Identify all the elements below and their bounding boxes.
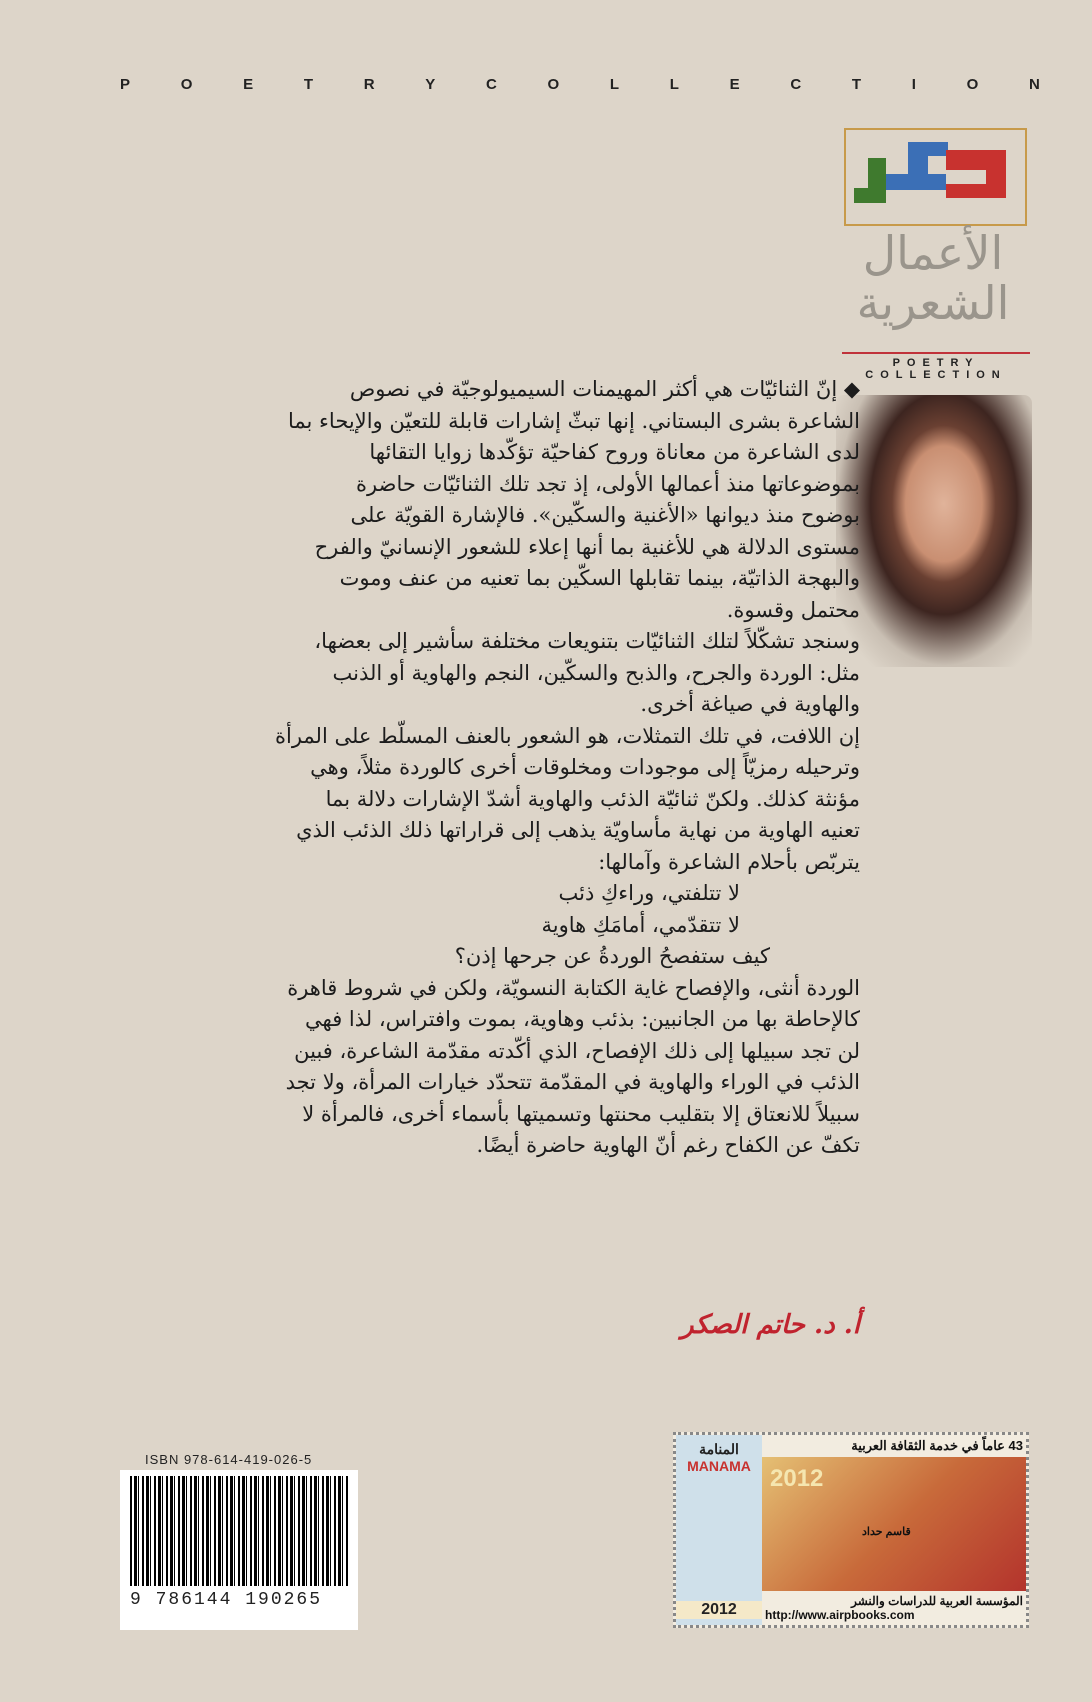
text-line: بوضوح منذ ديوانها «الأغنية والسكّين». فالإشارة القويّة على [350, 503, 860, 527]
publisher-name: المؤسسة العربية للدراسات والنشر [851, 1594, 1023, 1608]
letter: C [790, 76, 802, 93]
text-line: مؤنثة كذلك. ولكنّ ثنائيّة الذئب والهاوية أشدّ الإشارات دلالة بما [325, 786, 860, 811]
blurb-text [110, 374, 860, 1162]
letter: T [851, 76, 862, 93]
text-line: محتمل وقسوة. [726, 597, 860, 622]
text-line: لدى الشاعرة من معاناة وروح كفاحيّة تؤكّدها زوايا التقائها [369, 440, 860, 464]
text-line: تعنيه الهاوية من نهاية مأساويّة يذهب إلى قراراتها ذلك الذئب الذي [296, 818, 860, 842]
stamp-footer [762, 1591, 1026, 1625]
letter: O [966, 76, 979, 93]
letter: I [911, 76, 916, 93]
text-line: إن اللافت، في تلك التمثلات، هو الشعور بالعنف المسلّط على المرأة [274, 723, 860, 748]
publisher-stamp [673, 1432, 1029, 1628]
text-line: سبيلاً للانعتاق إلا بتقليب محنتها وتسميتها بأسماء أخرى، فالمرأة لا [302, 1101, 860, 1126]
stamp-year-large: 2012 [770, 1465, 824, 1492]
stamp-header: 43 عاماً في خدمة الثقافة العربية [762, 1435, 1026, 1457]
title-line: الأعمال [862, 226, 1004, 280]
letter: N [1029, 76, 1040, 93]
stamp-main [762, 1435, 1026, 1625]
letter: Y [425, 76, 436, 93]
poet-photo [836, 395, 1032, 667]
text-line: كيف ستفصحُ الوردةُ عن جرحها إذن؟ [454, 944, 770, 968]
letter: E [243, 76, 254, 93]
text-line: والهاوية في صياغة أخرى. [640, 692, 860, 716]
title-line: الشعرية [856, 276, 1010, 330]
label-line: COLLECTION [865, 369, 1007, 381]
letter: C [485, 76, 497, 93]
letter: R [363, 76, 375, 93]
author-signature: أ. د. حاتم الصكر [681, 1310, 860, 1340]
text-line: ◆ إنّ الثنائيّات هي أكثر المهيمنات السيميولوجيّة في نصوص [349, 377, 860, 401]
text-line: مستوى الدلالة هي للأغنية بما أنها إعلاء للشعور الإنسانيّ والفرح [314, 534, 860, 559]
text-line: كالإحاطة بها من الجانبين: بذئب وهاوية، بموت وافتراس، لذا فهي [305, 1007, 860, 1031]
barcode [120, 1470, 358, 1630]
series-title-arabic [838, 228, 1028, 328]
text-line: يتربّص بأحلام الشاعرة وآمالها: [598, 849, 860, 874]
text-line: وسنجد تشكّلاً لتلك الثنائيّات بتنويعات مختلفة سأشير إلى بعضها، [314, 629, 860, 653]
text-line: الشاعرة بشرى البستاني. إنها تبثّ إشارات قابلة للتعيّن والإيحاء بما [287, 408, 860, 433]
text-line: لا تتلفتي، وراءكِ ذئب [558, 881, 740, 905]
text-line: لن تجد سبيلها إلى ذلك الإفصاح، الذي أكّدته مقدّمة الشاعرة، فبين [294, 1038, 860, 1063]
isbn-label: ISBN 978-614-419-026-5 [145, 1452, 313, 1467]
text-line: بموضوعاتها منذ أعمالها الأولى، إذ تجد تلك الثنائيّات حاضرة [356, 471, 860, 496]
letter: T [303, 76, 313, 93]
city-en: MANAMA [687, 1458, 751, 1474]
text-line: الذئب في الوراء والهاوية في المقدّمة تتحدّد خيارات المرأة، ولا تجد [285, 1070, 860, 1094]
letter: O [180, 76, 193, 93]
text-line: لا تتقدّمي، أمامَكِ هاوية [541, 912, 740, 937]
letter: L [609, 76, 620, 93]
stamp-name: قاسم حداد [862, 1526, 911, 1538]
text-line: وترحيله رمزيّاً إلى موجودات ومخلوقات أخرى كالوردة مثلاً، وهي [310, 755, 860, 779]
text-line: والبهجة الذاتيّة، بينما تقابلها السكّين بما تعنيه من عنف وموت [339, 566, 860, 590]
city-ar: المنامة [699, 1441, 739, 1457]
text-line: الوردة أنثى، والإفصاح غاية الكتابة النسويّة، ولكن في شروط قاهرة [287, 975, 860, 1000]
label-line: POETRY [892, 357, 980, 369]
letter: O [547, 76, 560, 93]
letter: E [729, 76, 740, 93]
series-title [120, 76, 1040, 93]
stamp-city-panel [676, 1435, 762, 1625]
poetry-collection-label [842, 352, 1030, 381]
series-logo [844, 128, 1027, 226]
stamp-year: 2012 [676, 1601, 762, 1619]
barcode-number: 9 786144 190265 [130, 1590, 323, 1610]
letter: P [120, 76, 131, 93]
barcode-bars [130, 1476, 348, 1586]
text-line: مثل: الوردة والجرح، والذبح والسكّين، النجم والهاوية أو الذنب [332, 660, 860, 685]
publisher-url: http://www.airpbooks.com [765, 1608, 915, 1622]
text-line: تكفّ عن الكفاح رغم أنّ الهاوية حاضرة أيضًا. [476, 1133, 860, 1157]
letter: L [669, 76, 679, 93]
